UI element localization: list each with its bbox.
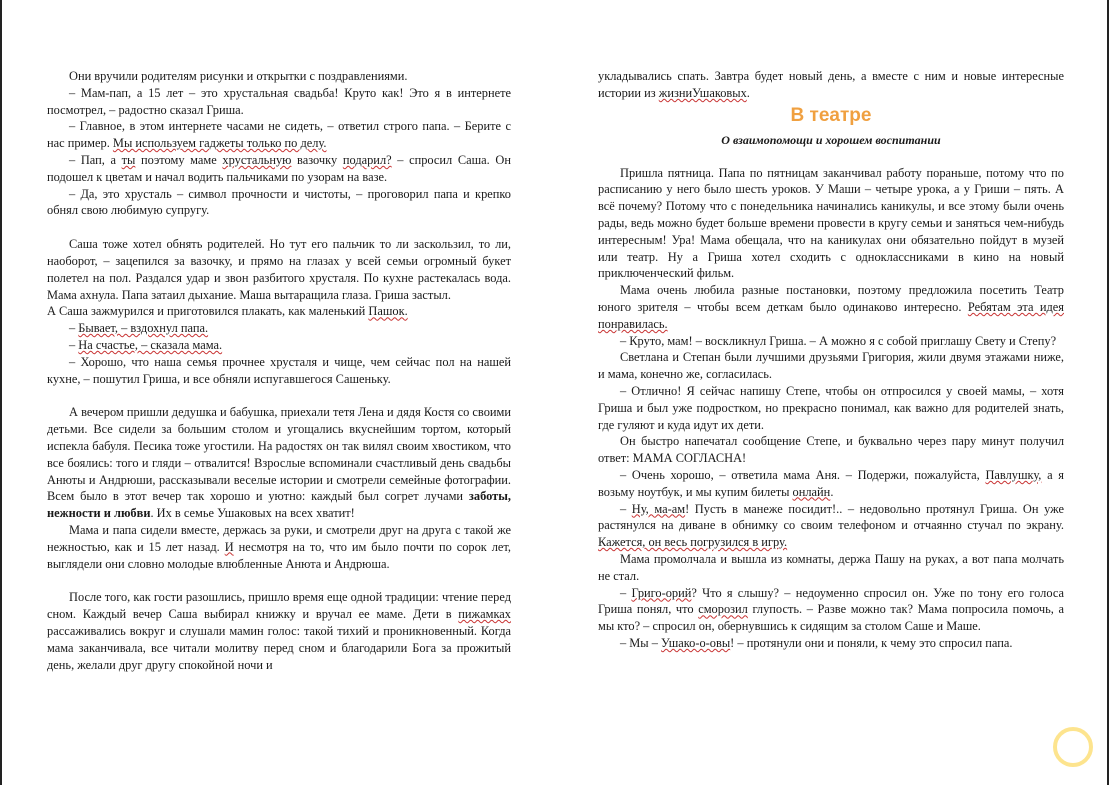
text: Саша тоже хотел обнять родителей. Но тут его пальчик то ли заскользил, то ли, наоборот, – зацепился за вазочку, и прямо на глазах у всей семьи огромный букет полетел на пол. Раздался удар и звон разбитого хрусталя. По кухне растекалась вода. Мама ахнула. Папа затаил дыхание. Маша вытаращила глаза. Гриша застыл. — [47, 237, 511, 302]
paragraph — [47, 85, 511, 119]
paragraph-gap — [47, 219, 511, 236]
text: – Хорошо, что наша семья прочнее хрусталя и чище, чем сейчас пол на нашей кухне, – пошутил Гриша, и все обняли испугавшегося Сашеньку. — [47, 354, 511, 386]
paragraph — [47, 68, 511, 85]
paragraph — [47, 589, 511, 673]
left-page-column — [47, 68, 511, 673]
text: несмотря на то, что им было почти по сорок лет, выглядели они словно молодые влюбленные Анюта и Андрюша. — [47, 539, 511, 571]
paragraph — [47, 303, 511, 320]
paragraph — [598, 349, 1064, 383]
text: . — [830, 484, 834, 499]
text: – Главное, в этом интернете часами не сидеть, – ответил строго папа. – Берите с нас пример. — [47, 119, 511, 151]
paragraph — [47, 337, 511, 354]
paragraph — [598, 551, 1064, 585]
spellcheck-text: Павлушку, — [985, 467, 1042, 482]
page-left-edge — [0, 0, 2, 785]
text: – Мы – — [620, 635, 662, 650]
paragraph — [598, 433, 1064, 467]
text: – Мам-пап, а 15 лет – это хрустальная свадьба! Круто как! Это я в интернете посмотрел, – радостно сказал Гриша. — [47, 85, 511, 117]
paragraph — [47, 354, 511, 388]
spellcheck-text: жизниУшаковых — [658, 85, 747, 100]
right-page-column — [598, 68, 1064, 652]
paragraph — [47, 404, 511, 522]
spellcheck-text: Ну, ма-ам — [631, 501, 686, 516]
text: – Круто, мам! – воскликнул Гриша. – А можно я с собой приглашу Свету и Степу? — [620, 333, 1057, 348]
text: Он быстро напечатал сообщение Степе, и буквально через пару минут получил ответ: МАМА СОГЛАСНА! — [598, 434, 1064, 466]
spellcheck-text: подарил? — [342, 152, 392, 167]
bold-text: заботы, нежности и любви — [47, 489, 511, 521]
spellcheck-text: онлайн — [792, 484, 831, 499]
text: ? Что я слышу? – недоуменно спросил он. Уже по тону его голоса Гриша понял, что — [598, 585, 1064, 617]
text: – Очень хорошо, – ответила мама Аня. – Подержи, пожалуйста, — [620, 467, 986, 482]
text: ! – протянули они и поняли, к чему это спросил папа. — [730, 635, 1013, 650]
text: Они вручили родителям рисунки и открытки с поздравлениями. — [69, 69, 408, 83]
text: поэтому маме — [135, 152, 223, 167]
text: Мама очень любила разные постановки, поэтому предложила посетить Театр юного зрителя – чтобы всем деткам было одинаково интересно. — [598, 283, 1064, 314]
spellcheck-text: пижамках — [458, 607, 511, 622]
spellcheck-text: Ребятам эта идея понравилась. — [598, 299, 1064, 331]
paragraph — [598, 467, 1064, 501]
spellcheck-text: На счастье, – сказала мама. — [78, 337, 223, 352]
spellcheck-text: Кажется, он весь погрузился в игру. — [598, 535, 788, 550]
paragraph-gap — [47, 572, 511, 589]
spellcheck-text: Бывает, – вздохнул папа. — [78, 321, 209, 336]
paragraph — [47, 152, 511, 186]
paragraph — [598, 282, 1064, 332]
text: – — [69, 337, 79, 352]
paragraph — [598, 635, 1064, 652]
paragraph — [47, 320, 511, 337]
text: укладывались спать. Завтра будет новый день, а вместе с ним и новые интересные истории из — [598, 69, 1064, 100]
spellcheck-text: Мы используем гаджеты только по делу. — [112, 136, 327, 151]
text: Мама и папа сидели вместе, держась за руки, и смотрели друг на друга с такой же нежностью, как и 15 лет назад. — [47, 522, 511, 554]
text: а я возьму ноутбук, и мы купим билеты — [598, 467, 1064, 499]
paragraph — [47, 186, 511, 220]
paragraph — [47, 118, 511, 152]
text: – Да, это хрусталь – символ прочности и чистоты, – проговорил папа и крепко обнял свою любимую супругу. — [47, 186, 511, 218]
text: ! Пусть в манеже посидит!.. – недовольно протянул Гриша. Он уже растянулся на диване в обнимку со своим телефоном и отчаянно стучал по экрану. — [598, 501, 1065, 533]
spellcheck-text: ты — [121, 152, 136, 167]
text: После того, как гости разошлись, пришло время еще одной традиции: чтение перед сном. Каждый вечер Саша выбирал книжку и вручал ее маме. Дети в — [47, 590, 511, 622]
text: – — [620, 501, 632, 516]
text: Светлана и Степан были лучшими друзьями Григория, жили двумя этажами ниже, и мама, конечно же, согласилась. — [598, 350, 1064, 382]
spellcheck-text: хрустальную — [222, 152, 292, 167]
text: А вечером пришли дедушка и бабушка, приехали тетя Лена и дядя Костя со своими детьми. Все сидели за большим столом и угощались вкуснейшим тортом, который испекла бабуля. Песика тоже угостили. На радостях он так вилял своим хвостиком, что все боялись: того и гляди – отвалится! Взрослые вспоминали счастливый день свадьбы Анюты и Андрюши, рассказывали веселые истории и смотрели семейные фотографии. Всем было в этот вечер так хорошо и уютно: каждый был согрет лучами — [47, 405, 511, 504]
text: Мама промолчала и вышла из комнаты, держа Пашу на руках, а вот папа молчать не стал. — [598, 551, 1064, 583]
paragraph — [598, 501, 1064, 551]
paragraph — [598, 585, 1064, 635]
chapter-title: В театре — [790, 104, 872, 126]
text: – Отлично! Я сейчас напишу Степе, чтобы он отпросился у своей мамы, – хотя Гриша и был уже подростком, но прекрасно понимал, как важно для родителей знать, где гуляют и куда идут их дети. — [598, 383, 1064, 432]
spellcheck-text: Пашок. — [368, 304, 408, 319]
text: – Пап, а — [69, 152, 122, 167]
chapter-subtitle: О взаимопомощи и хорошем воспитании — [721, 132, 941, 147]
text: глупость. – Разве можно так? Мама попросила помочь, а мы кто? – спросил он, обернувшись к сидящим за столом Саше и Маше. — [598, 602, 1064, 634]
text: – — [69, 321, 79, 336]
text: – спросил Саша. Он подошел к цветам и начал водить пальчиками по узорам на вазе. — [47, 152, 511, 184]
paragraph — [598, 383, 1064, 433]
paragraph — [598, 68, 1064, 102]
text: – — [620, 585, 632, 600]
text: . Их в семье Ушаковых на всех хватит! — [150, 506, 355, 521]
circle-icon — [1053, 727, 1093, 767]
paragraph — [598, 165, 1064, 283]
text: А Саша зажмурился и приготовился плакать, как маленький — [47, 304, 369, 319]
text: вазочку — [291, 152, 343, 167]
text: Пришла пятница. Папа по пятницам заканчивал работу пораньше, потому что по расписанию у него было шесть уроков. У Маши – четыре урока, а у Гриши – пять. А всё почему? Потому что с понедельника начинались каникулы, и все этому были очень рады, ведь можно будет больше времени провести в кругу семьи и заняться чем-нибудь интересным! Ура! Мама обещала, что на каникулах они обязательно пойдут в музей или театр. Ну а Гриша хотел сходить с одноклассниками в кино на новый приключенческий фильм. — [598, 165, 1064, 281]
paragraph — [47, 522, 511, 572]
spellcheck-text: сморозил — [698, 602, 748, 617]
spellcheck-text: Григо-орий — [631, 585, 692, 600]
paragraph — [47, 236, 511, 303]
spellcheck-text: Ушако-о-овы — [661, 635, 731, 650]
paragraph-gap — [47, 387, 511, 404]
paragraph — [598, 333, 1064, 350]
text: рассаживались вокруг и слушали мамин голос: такой тихий и проникновенный. Когда мама заканчивала, все читали молитву перед сном и благодарили Бога за прожитый день, желали друг другу спокойной ночи и — [47, 623, 511, 672]
spellcheck-text: И — [224, 539, 234, 554]
text: . — [746, 85, 750, 100]
